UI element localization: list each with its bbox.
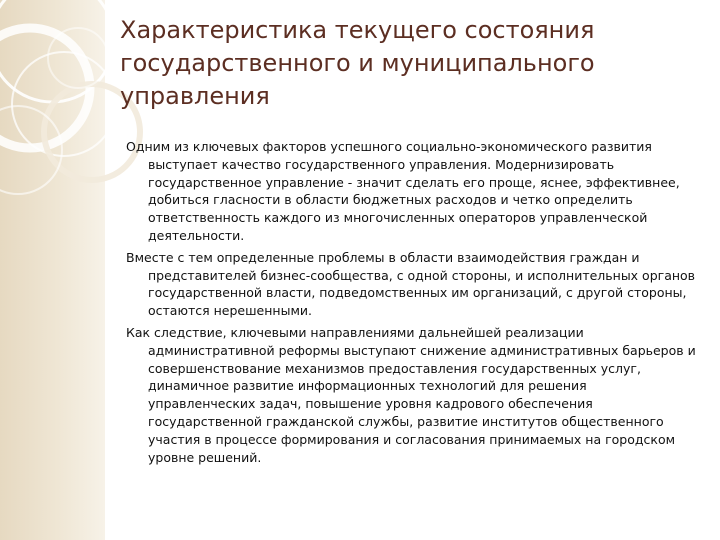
paragraph: Вместе с тем определенные проблемы в области взаимодействия граждан и представителей бизнес-сообщества, с одной стороны, и исполнительных органов государственной власти, подведомственных им организаций, с другой стороны, остаются нерешенными. [126, 249, 696, 319]
slide-body [126, 138, 698, 470]
slide-title: Характеристика текущего состояния государственного и муниципального управления [120, 16, 595, 110]
paragraph: Одним из ключевых факторов успешного социально-экономического развития выступает качество государственного управления. Модернизировать государственное управление - значит сделать его проще, яснее, эффективнее, добиться гласности в области бюджетных расходов и четко определить ответственность каждого из многочисленных операторов управленческой деятельности. [126, 139, 680, 243]
paragraph: Как следствие, ключевыми направлениями дальнейшей реализации административной реформы выступают снижение административных барьеров и совершенствование механизмов предоставления государственных услуг, динамичное развитие информационных технологий для решения управленческих задач, повышение уровня кадрового обеспечения государственной гражданской службы, развитие институтов общественного участия в процессе формирования и согласования принимаемых на городском уровне решений. [126, 324, 696, 465]
